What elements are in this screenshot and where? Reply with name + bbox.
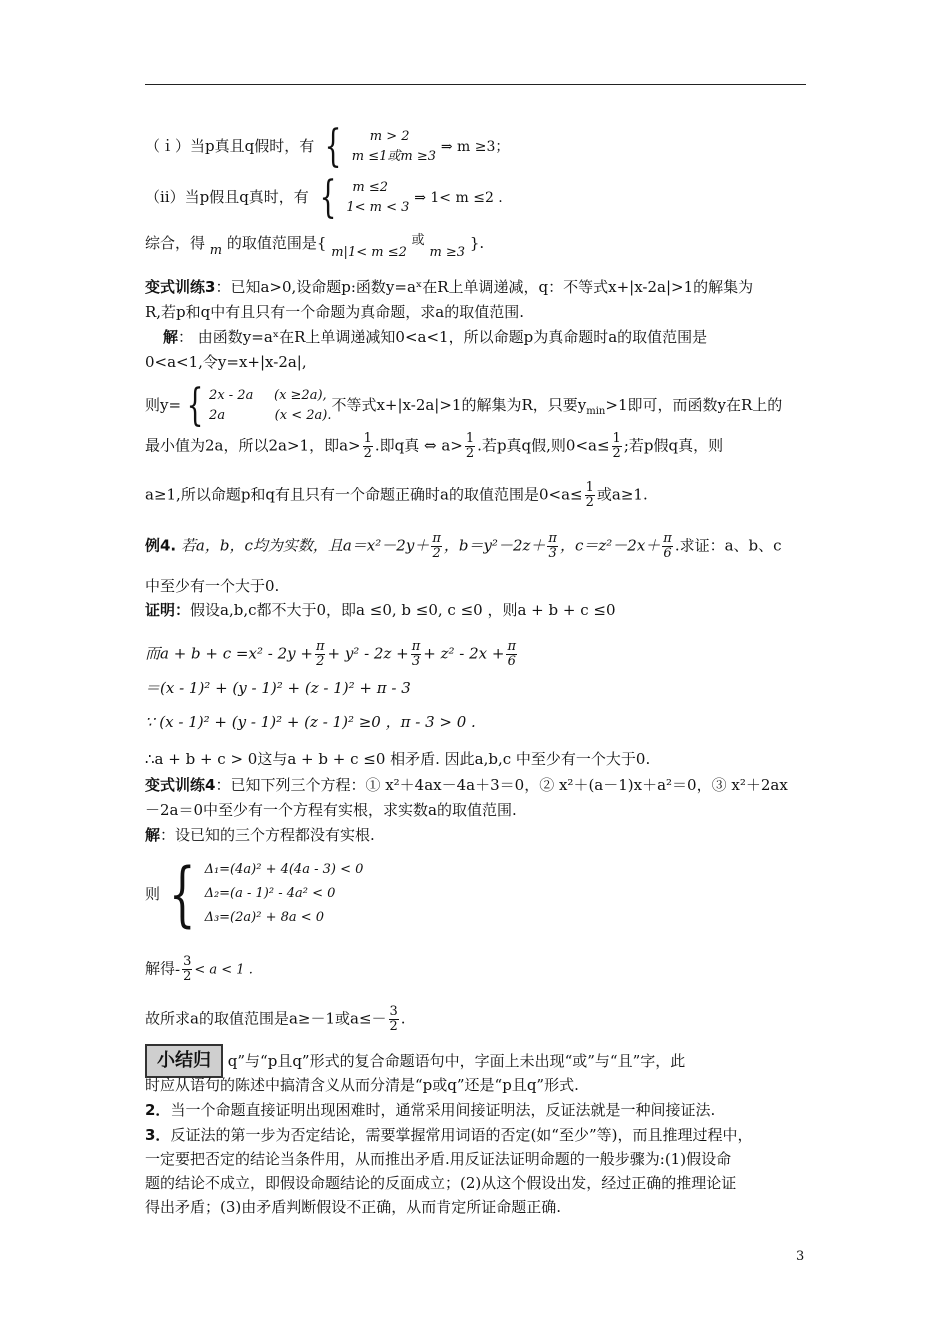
exercise3-piecewise-line: 则y= { 2x - 2a (x ≥2a), 2a (x < 2a). 不等式x+|x-2a|>1的解集为R，只要$y_{min}>1$即可，而函数y在R上的 (145, 380, 783, 431)
exercise3-solution-line1: 解： 由函数y=aˣ在R上单调递减知0<a<1，所以命题p为真命题时a的取值范围是 (163, 328, 708, 346)
summary-item-2: 2．当一个命题直接证明出现困难时，通常采用间接证明法，反证法就是一种间接证法. (145, 1101, 716, 1119)
case-i-line: （ｉ）当p真且q假时，有 { m > 2 m ≤1或m ≥3 ⇒ m ≥3； (145, 121, 510, 172)
proof-line5: ∴a + b + c > 0这与a + b + c ≤0 相矛盾. 因此a,b,c 中至少有一个大于0. (145, 750, 651, 768)
exercise3-solution-line5: a≥1,所以命题p和q有且只有一个命题正确时a的取值范围是0<a≤ $\frac{1}{2}$ 或a≥1. (145, 480, 648, 510)
exercise3-line2: R,若p和q中有且只有一个命题为真命题，求a的取值范围. (145, 303, 524, 321)
page-number: 3 (796, 1249, 805, 1264)
proof-line4: ∵ (x - 1)² + (y - 1)² + (z - 1)² ≥0 ，π - 3 > 0 . (145, 713, 476, 731)
proof-line3: ＝(x - 1)² + (y - 1)² + (z - 1)² + π - 3 (145, 679, 411, 697)
case-ii-system: m ≤2 1< m < 3 (346, 180, 410, 215)
summary-item-3-line3: 题的结论不成立，即假设命题结论的反面成立；(2)从这个假设出发，经过正确的推理论证 (145, 1174, 737, 1192)
summary-item-3-line1: 3．反证法的第一步为否定结论，需要掌握常用词语的否定(如“至少”等)，而且推理过程中， (145, 1126, 753, 1144)
delta-system: 则 { Δ₁=(4a)² + 4(4a - 3) < 0 Δ₂=(a - 1)² - 4a² < 0 Δ₃=(2a)² + 8a < 0 (145, 853, 364, 935)
exercise3-line1: 变式训练3：已知a>0,设命题p:函数y=aˣ在R上单调递减，q：不等式x+|x-2a|>1的解集为 (145, 278, 754, 296)
summary-item-3-line2: 一定要把否定的结论当条件用，从而推出矛盾.用反证法证明命题的一般步骤为:(1)假设命 (145, 1150, 732, 1168)
summary-line1: 小结归 q”与“p且q”形式的复合命题语句中，字面上未出现“或”与“且”字，此 (145, 1044, 685, 1078)
exercise4-line1: 变式训练4：已知下列三个方程：① x²＋4ax－4a＋3＝0，② x²＋(a－1)x＋a²＝0，③ x²＋2ax (145, 776, 788, 794)
piecewise-function: 2x - 2a (x ≥2a), 2a (x < 2a). (209, 388, 332, 423)
case-ii-line: （ⅱ）当p假且q真时，有 { m ≤2 1< m < 3 ⇒ 1< m ≤2 . (145, 172, 503, 223)
exercise3-solution-line4: 最小值为2a，所以2a>1，即a> $\frac{1}{2}$ .即q真 ⇔ a> $\frac{1}{2}$ .若p真q假,则0<a≤ $\frac{1}{2}$ ;若p假q真，则 (145, 431, 724, 461)
case-i-system: m > 2 m ≤1或m ≥3 (351, 129, 437, 164)
conclusion-line: 综合，得 m 的取值范围是{ m|1< m ≤2 或 m ≥3 }. (145, 233, 485, 260)
solve-line: 解得- $\frac{3}{2}$ < a < 1 . (145, 954, 253, 984)
exercise4-solution-line1: 解：设已知的三个方程都没有实根. (145, 826, 375, 844)
header-rule (145, 84, 806, 85)
summary-line2: 时应从语句的陈述中搞清含义从而分清是“p或q”还是“p且q”形式. (145, 1076, 579, 1094)
exercise3-solution-line2: 0<a<1,令y=x+|x-2a|, (145, 353, 307, 371)
proof-line1: 证明：假设a,b,c都不大于0，即a ≤0, b ≤0, c ≤0 ，则a + b + c ≤0 (145, 601, 616, 619)
summary-badge: 小结归 (145, 1044, 223, 1078)
example4-line1: 例4. 若a，b，c均为实数，且a＝x²－2y＋ $\frac{\pi}{2}$ ，b＝y²－2z＋ $\frac{\pi}{3}$ ，c＝z²－2x＋ $\frac{\pi}{6}$ .求证：a、b、c (145, 531, 782, 561)
exercise4-line2: －2a＝0中至少有一个方程有实根，求实数a的取值范围. (145, 801, 517, 819)
summary-item-3-line4: 得出矛盾；(3)由矛盾判断假设不正确，从而肯定所证命题正确. (145, 1198, 562, 1216)
example4-line2: 中至少有一个大于0. (145, 577, 280, 595)
final-range-line: 故所求a的取值范围是a≥－1或a≤－ $\frac{3}{2}$ . (145, 1004, 406, 1034)
proof-line2: 而a + b + c =x² - 2y + $\frac{\pi}{2}$ + y² - 2z + $\frac{\pi}{3}$ + z² - 2x + $\frac{\pi}{6}$ (145, 639, 516, 669)
